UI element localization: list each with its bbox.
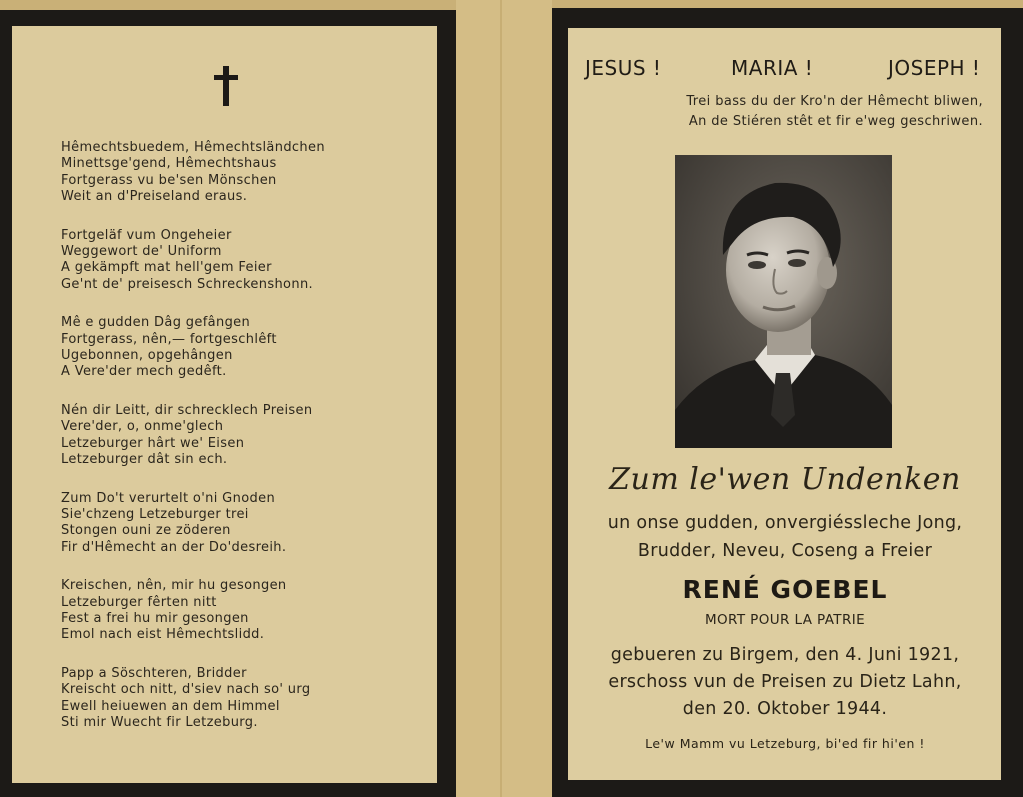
heading-script: Zum le'wen Undenken: [609, 462, 961, 497]
poem-line: Letzeburger fêrten nitt: [61, 594, 217, 610]
deceased-name: RENÉ GOEBEL: [682, 575, 888, 604]
cross-icon: [214, 66, 238, 106]
left-border-left: [0, 10, 12, 797]
couplet-line-2: An de Stiéren stêt et fir e'weg geschriwen.: [688, 114, 983, 129]
prayer-footer: Le'w Mamm vu Letzeburg, bi'ed fir hi'en !: [645, 736, 925, 751]
poem-line: Minettsge'gend, Hêmechtshaus: [61, 156, 277, 172]
right-border-bottom: [552, 780, 1023, 797]
poem-line: Kreischt och nitt, d'siev nach so' urg: [61, 682, 311, 698]
left-border-top: [0, 10, 456, 26]
poem-line: Sie'chzeng Letzeburger trei: [61, 506, 249, 522]
poem-line: Sti mir Wuecht fir Letzeburg.: [61, 714, 258, 730]
poem-line: Hêmechtsbuedem, Hêmechtsländchen: [61, 140, 325, 155]
poem-line: Fortgerass vu be'sen Mönschen: [61, 172, 277, 188]
header-maria: MARIA !: [731, 56, 814, 80]
poem: [61, 140, 441, 753]
poem-line: A Vere'der mech gedêft.: [61, 364, 227, 380]
poem-stanza: [61, 403, 441, 469]
poem-stanza: [61, 228, 441, 294]
dedication-line-2: Brudder, Neveu, Coseng a Freier: [637, 541, 933, 561]
poem-line: Zum Do't verurtelt o'ni Gnoden: [61, 490, 276, 506]
dedication-line-1: un onse gudden, onvergiéssleche Jong,: [607, 513, 963, 533]
poem-stanza: [61, 666, 441, 732]
birth-line: gebueren zu Birgem, den 4. Juni 1921,: [610, 645, 960, 665]
poem-stanza: [61, 578, 441, 644]
couplet: [686, 92, 983, 132]
header-jesus: JESUS !: [585, 56, 662, 80]
right-border-top: [552, 8, 1023, 28]
header-joseph: JOSEPH !: [888, 56, 981, 80]
poem-stanza: [61, 491, 441, 557]
portrait-photo: [675, 155, 892, 448]
poem-line: Ugebonnen, opgehângen: [61, 348, 233, 364]
poem-stanza: [61, 315, 441, 381]
card-fold-gap: [456, 0, 552, 797]
poem-line: Kreischen, nên, mir hu gesongen: [61, 578, 287, 594]
poem-line: Ewell heiuewen an dem Himmel: [61, 698, 280, 714]
poem-line: Letzeburger hârt we' Eisen: [61, 435, 245, 451]
poem-line: Fortgeläf vum Ongeheier: [61, 227, 232, 243]
poem-line: Stongen ouni ze zöderen: [61, 523, 231, 539]
poem-line: Papp a Söschteren, Bridder: [61, 665, 247, 681]
poem-line: Weggewort de' Uniform: [61, 244, 222, 260]
poem-line: Vere'der, o, onme'glech: [61, 419, 224, 435]
couplet-line-1: Trei bass du der Kro'n der Hêmecht bliwen,: [686, 94, 983, 109]
poem-line: Fest a frei hu mir gesongen: [61, 610, 249, 626]
poem-line: Letzeburger dât sin ech.: [61, 452, 228, 468]
mort-pour-la-patrie: MORT POUR LA PATRIE: [704, 612, 866, 628]
poem-line: Nén dir Leitt, dir schrecklech Preisen: [61, 402, 313, 418]
poem-line: Emol nach eist Hêmechtslidd.: [61, 627, 265, 643]
poem-line: Ge'nt de' preisesch Schreckenshonn.: [61, 276, 314, 292]
right-border-left: [552, 8, 568, 797]
poem-line: Mê e gudden Dâg gefângen: [61, 315, 251, 331]
poem-stanza: [61, 140, 441, 206]
card-fold-crease: [500, 0, 502, 797]
left-border-bottom: [0, 783, 456, 797]
death-date: den 20. Oktober 1944.: [682, 699, 888, 719]
poem-line: A gekämpft mat hell'gem Feier: [61, 260, 272, 276]
poem-line: Weit an d'Preiseland eraus.: [61, 189, 248, 205]
right-border-right: [1001, 8, 1023, 797]
death-line: erschoss vun de Preisen zu Dietz Lahn,: [608, 672, 962, 692]
poem-line: Fir d'Hêmecht an der Do'desreih.: [61, 539, 287, 555]
poem-line: Fortgerass, nên,— fortgeschlêft: [61, 331, 277, 347]
